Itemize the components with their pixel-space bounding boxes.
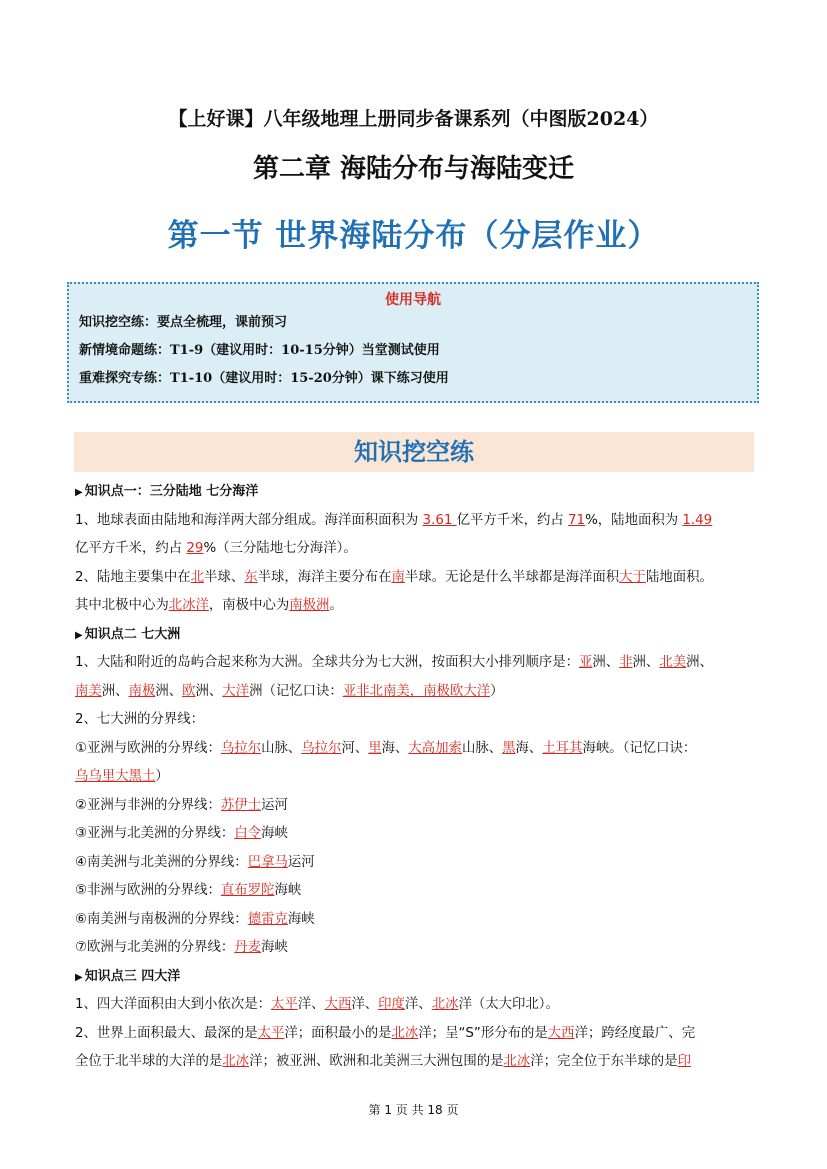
answer-blank: 白令 bbox=[234, 826, 262, 841]
answer-blank: 欧 bbox=[182, 683, 196, 699]
triangle-bullet-icon: ▶ bbox=[75, 971, 83, 983]
guide-item: 重难探究专练：T1-10（建议用时：15-20分钟）课下练习使用 bbox=[79, 371, 449, 386]
text-segment: ） bbox=[155, 769, 169, 784]
text-segment: %，陆地面积为 bbox=[585, 512, 683, 528]
answer-blank: 南极 bbox=[128, 683, 156, 699]
text-segment: 知识点一：三分陆地 七分海洋 bbox=[84, 484, 259, 499]
text-segment: 洲、 bbox=[632, 655, 660, 670]
answer-blank: 北冰 bbox=[503, 1054, 531, 1069]
answer-blank: 1.49 bbox=[682, 512, 713, 528]
text-segment: 亿平方千米，约占 bbox=[456, 512, 569, 528]
text-segment: ，南极中心为 bbox=[208, 598, 290, 613]
answer-blank: 亚 bbox=[578, 655, 593, 670]
text-line bbox=[75, 934, 755, 963]
answer-blank: 亚非北南美，南极欧大洋 bbox=[342, 683, 491, 699]
text-line bbox=[75, 649, 755, 678]
text-segment: 陆地面积。 bbox=[645, 569, 713, 585]
answer-blank: 29 bbox=[186, 541, 204, 556]
text-line bbox=[75, 1020, 755, 1049]
answer-blank: 大西 bbox=[547, 1025, 575, 1041]
text-segment: ） bbox=[490, 683, 504, 699]
answer-blank: 德雷克 bbox=[247, 911, 288, 927]
text-line bbox=[75, 678, 755, 707]
answer-blank: 乌拉尔 bbox=[220, 740, 262, 756]
text-segment: 1、大陆和附近的岛屿合起来称为大洲。全球共分为七大洲，按面积大小排列顺序是： bbox=[75, 655, 579, 670]
text-segment: 洲（记忆口诀： bbox=[249, 683, 343, 699]
text-segment: 海峡。（记忆口诀： bbox=[582, 740, 697, 756]
text-segment: 洋；完全位于东半球的是 bbox=[530, 1054, 678, 1069]
usage-guide-box bbox=[67, 282, 759, 403]
answer-blank: 北冰 bbox=[222, 1054, 250, 1069]
answer-blank: 黑 bbox=[502, 740, 516, 756]
answer-blank: 土耳其 bbox=[542, 740, 583, 756]
text-segment: %（三分陆地七分海洋）。 bbox=[203, 541, 357, 556]
answer-blank: 东 bbox=[244, 569, 258, 585]
text-line bbox=[75, 906, 755, 935]
text-segment: ②亚洲与非洲的分界线： bbox=[75, 797, 221, 813]
knowledge-point-heading bbox=[75, 963, 755, 992]
guide-item: 新情境命题练：T1-9（建议用时：10-15分钟）当堂测试使用 bbox=[79, 343, 440, 358]
answer-blank: 印度 bbox=[378, 997, 405, 1012]
text-segment: 洋（太大印北）。 bbox=[458, 997, 559, 1012]
text-segment: 河、 bbox=[341, 740, 369, 756]
text-segment: 运河 bbox=[287, 854, 315, 870]
answer-blank: 大高加索 bbox=[408, 740, 462, 756]
text-line bbox=[75, 792, 755, 821]
text-segment: 山脉、 bbox=[461, 740, 503, 756]
answer-blank: 大于 bbox=[619, 569, 646, 585]
answer-blank: 乌乌里大黑土 bbox=[75, 769, 156, 784]
text-segment: 1、四大洋面积由大到小依次是： bbox=[75, 997, 271, 1012]
text-line bbox=[75, 991, 755, 1020]
text-segment: 洋；被亚洲、欧洲和北美洲三大洲包围的是 bbox=[249, 1054, 504, 1069]
series-title: 【上好课】八年级地理上册同步备课系列（中图版2024） bbox=[168, 108, 659, 130]
text-line bbox=[75, 849, 755, 878]
triangle-bullet-icon: ▶ bbox=[75, 487, 83, 498]
text-segment: 海峡 bbox=[274, 883, 302, 898]
text-segment: 洲、 bbox=[155, 683, 183, 699]
text-segment: 洋、 bbox=[351, 997, 379, 1012]
text-segment: 2、陆地主要集中在 bbox=[75, 569, 191, 585]
answer-blank: 太平 bbox=[257, 1025, 285, 1041]
text-line bbox=[75, 535, 755, 564]
section-title: 第一节 世界海陆分布（分层作业） bbox=[167, 218, 660, 254]
text-line bbox=[75, 735, 755, 764]
text-segment: 洋、 bbox=[297, 997, 325, 1012]
text-segment: 洋、 bbox=[404, 997, 432, 1012]
answer-blank: 丹麦 bbox=[234, 940, 262, 955]
answer-blank: 71 bbox=[568, 512, 586, 528]
answer-blank: 直布罗陀 bbox=[220, 883, 275, 898]
answer-blank: 非 bbox=[619, 655, 633, 670]
answer-blank: 3.61 bbox=[422, 512, 457, 528]
usage-guide-title: 使用导航 bbox=[385, 292, 441, 308]
text-segment: 全位于北半球的大洋的是 bbox=[75, 1054, 223, 1069]
answer-blank: 大西 bbox=[324, 997, 352, 1012]
text-line bbox=[75, 877, 755, 906]
text-segment: 海、 bbox=[381, 740, 409, 756]
answer-blank: 印 bbox=[677, 1054, 691, 1069]
text-segment: 知识点三 四大洋 bbox=[84, 968, 181, 984]
text-line bbox=[75, 706, 755, 735]
text-line bbox=[75, 1048, 755, 1077]
text-segment: 洋；呈“S”形分布的是 bbox=[418, 1025, 548, 1041]
text-segment: 半球。无论是什么半球都是海洋面积 bbox=[404, 569, 620, 585]
triangle-bullet-icon: ▶ bbox=[75, 629, 83, 641]
answer-blank: 北冰 bbox=[431, 997, 459, 1012]
text-segment: 海峡 bbox=[287, 911, 315, 927]
text-segment: 山脉、 bbox=[261, 740, 302, 756]
worksheet-content bbox=[75, 478, 755, 1077]
answer-blank: 北冰 bbox=[391, 1025, 419, 1041]
text-segment: 洲、 bbox=[592, 655, 620, 670]
text-segment: 半球，海洋主要分布在 bbox=[257, 569, 392, 585]
text-segment: ⑥南美洲与南极洲的分界线： bbox=[75, 911, 248, 927]
answer-blank: 太平 bbox=[271, 997, 298, 1012]
text-segment: 半球、 bbox=[204, 569, 245, 585]
text-segment: 洋；跨经度最广、完 bbox=[574, 1025, 696, 1041]
text-segment: 1、地球表面由陆地和海洋两大部分组成。海洋面积面积为 bbox=[75, 512, 423, 528]
answer-blank: 南 bbox=[391, 569, 405, 585]
text-segment: ⑦欧洲与北美洲的分界线： bbox=[75, 940, 235, 955]
text-segment: 知识点二 七大洲 bbox=[84, 626, 181, 642]
text-segment: 运河 bbox=[261, 797, 288, 813]
text-line bbox=[75, 763, 755, 792]
text-segment: ④南美洲与北美洲的分界线： bbox=[75, 854, 248, 870]
answer-blank: 北美 bbox=[659, 655, 687, 670]
page-footer: 第 1 页 共 18 页 bbox=[368, 1103, 459, 1117]
text-segment: ③亚洲与北美洲的分界线： bbox=[75, 826, 235, 841]
answer-blank: 南极洲 bbox=[289, 598, 330, 613]
text-segment: 亿平方千米，约占 bbox=[75, 541, 187, 556]
text-line bbox=[75, 564, 755, 593]
knowledge-point-heading bbox=[75, 478, 755, 507]
answer-blank: 苏伊士 bbox=[220, 797, 262, 813]
answer-blank: 乌拉尔 bbox=[301, 740, 342, 756]
answer-blank: 大洋 bbox=[222, 683, 250, 699]
text-segment: 海峡 bbox=[261, 826, 288, 841]
text-segment: ①亚洲与欧洲的分界线： bbox=[75, 740, 221, 756]
text-segment: 海、 bbox=[515, 740, 543, 756]
text-segment: ⑤非洲与欧洲的分界线： bbox=[75, 883, 221, 898]
guide-item: 知识挖空练：要点全梳理，课前预习 bbox=[79, 315, 288, 330]
answer-blank: 巴拿马 bbox=[247, 854, 288, 870]
text-line bbox=[75, 592, 755, 621]
knowledge-point-heading bbox=[75, 621, 755, 650]
text-line bbox=[75, 507, 755, 536]
text-segment: 洲、 bbox=[686, 655, 713, 670]
text-segment: 洋；面积最小的是 bbox=[284, 1025, 392, 1041]
text-segment: 洲、 bbox=[195, 683, 223, 699]
text-segment: 海峡 bbox=[261, 940, 288, 955]
text-segment: 其中北极中心为 bbox=[75, 598, 169, 613]
text-segment: 2、世界上面积最大、最深的是 bbox=[75, 1025, 258, 1041]
answer-blank: 南美 bbox=[75, 683, 102, 699]
chapter-title: 第二章 海陆分布与海陆变迁 bbox=[252, 154, 575, 184]
text-segment: 2、七大洲的分界线： bbox=[75, 712, 205, 727]
answer-blank: 北 bbox=[190, 569, 205, 585]
text-segment: 洲、 bbox=[101, 683, 129, 699]
text-segment: 。 bbox=[329, 598, 343, 613]
answer-blank: 北冰洋 bbox=[168, 598, 209, 613]
text-line bbox=[75, 820, 755, 849]
answer-blank: 里 bbox=[368, 740, 382, 756]
section-banner: 知识挖空练 bbox=[74, 432, 754, 472]
